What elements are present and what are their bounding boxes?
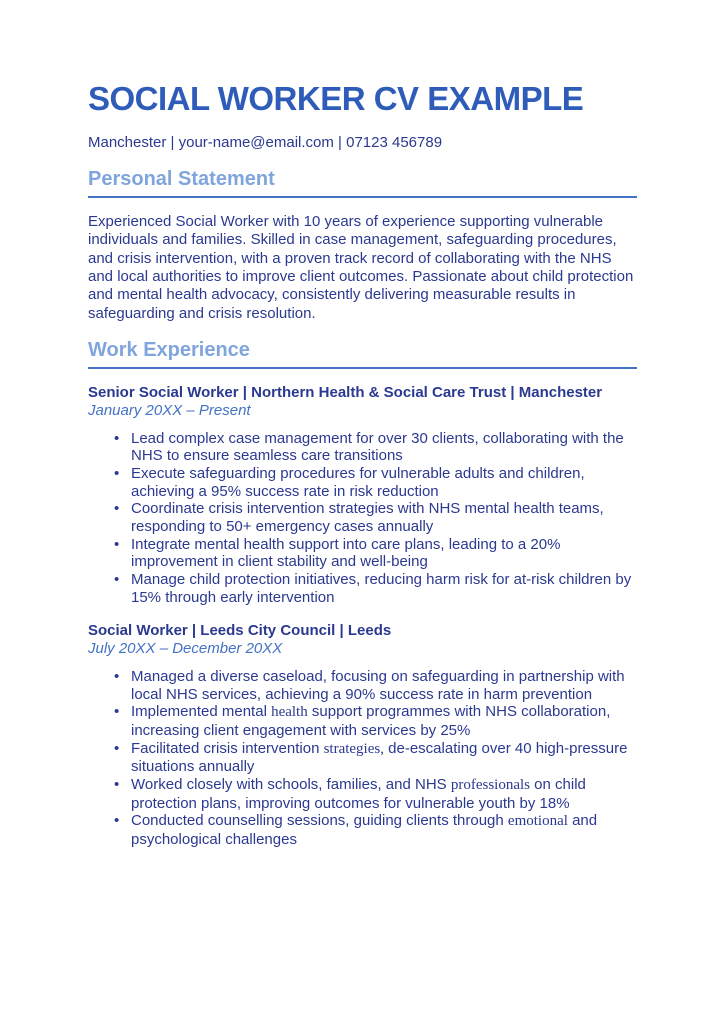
job-dates: January 20XX – Present bbox=[88, 401, 251, 419]
bullet-text: strategies, bbox=[323, 740, 384, 757]
bullet-item bbox=[131, 740, 637, 776]
bullet-text: support programmes with NHS collaboration, increasing client engagement with services by 25% bbox=[131, 703, 611, 739]
bullet-text: Lead complex case management for over 30 clients, collaborating with the NHS to ensure seamless care transitions bbox=[131, 429, 624, 465]
personal-statement-text: Experienced Social Worker with 10 years of experience supporting vulnerable individuals and families. Skilled in case management, safeguarding procedures, and crisis intervention, with a proven track record of collaborating with the NHS and local authorities to improve client outcomes. Passionate about child protection and mental health advocacy, consistently delivering measurable results in safeguarding and crisis resolution. bbox=[88, 212, 634, 322]
work-experience-heading: Work Experience bbox=[88, 339, 250, 362]
bullet-text: professionals bbox=[450, 776, 530, 793]
bullet-item bbox=[131, 571, 637, 606]
bullet-text: emotional bbox=[507, 813, 568, 830]
bullet-text: Integrate mental health support into care plans, leading to a 20% improvement in client stability and well-being bbox=[131, 535, 561, 571]
contact-line: Manchester | your-name@email.com | 07123 456789 bbox=[88, 133, 443, 151]
bullet-text: Conducted counselling sessions, guiding clients through bbox=[131, 812, 508, 830]
job-entry bbox=[88, 384, 637, 606]
bullet-text: Execute safeguarding procedures for vulnerable adults and children, achieving a 95% success rate in risk reduction bbox=[131, 464, 585, 500]
bullet-item bbox=[131, 500, 637, 535]
section-personal-statement bbox=[88, 167, 637, 323]
bullet-list bbox=[88, 668, 637, 849]
bullet-item bbox=[131, 703, 637, 739]
section-divider bbox=[88, 196, 637, 198]
job-dates: July 20XX – December 20XX bbox=[88, 640, 283, 658]
bullet-text: Coordinate crisis intervention strategies with NHS mental health teams, responding to 50+ emergency cases annually bbox=[131, 500, 604, 535]
bullet-text: health bbox=[271, 704, 308, 721]
section-divider bbox=[88, 367, 637, 369]
bullet-item bbox=[131, 812, 637, 848]
bullet-text: Implemented mental bbox=[131, 703, 272, 721]
bullet-text: Manage child protection initiatives, reducing harm risk for at-risk children by 15% through early intervention bbox=[131, 571, 632, 606]
page-title: SOCIAL WORKER CV EXAMPLE bbox=[88, 80, 584, 117]
bullet-item bbox=[131, 430, 637, 465]
bullet-text: Facilitated crisis intervention bbox=[131, 739, 324, 757]
bullet-item bbox=[131, 465, 637, 500]
bullet-text: on child protection plans, improving outcomes for vulnerable youth by 18% bbox=[131, 775, 586, 812]
job-title: Social Worker | Leeds City Council | Leeds bbox=[88, 622, 392, 640]
bullet-text: de-escalating over 40 high-pressure situations annually bbox=[131, 739, 628, 776]
bullet-list bbox=[88, 430, 637, 607]
bullet-item bbox=[131, 536, 637, 571]
bullet-item bbox=[131, 668, 637, 703]
bullet-text: Managed a diverse caseload, focusing on safeguarding in partnership with local NHS services, achieving a 90% success rate in harm prevention bbox=[131, 667, 625, 703]
bullet-item bbox=[131, 776, 637, 812]
bullet-text: and psychological challenges bbox=[131, 812, 598, 848]
job-title: Senior Social Worker | Northern Health & Social Care Trust | Manchester bbox=[88, 384, 603, 402]
bullet-text: Worked closely with schools, families, and NHS bbox=[131, 775, 451, 793]
job-entry bbox=[88, 622, 637, 848]
personal-statement-heading: Personal Statement bbox=[88, 167, 275, 190]
section-work-experience bbox=[88, 338, 637, 849]
